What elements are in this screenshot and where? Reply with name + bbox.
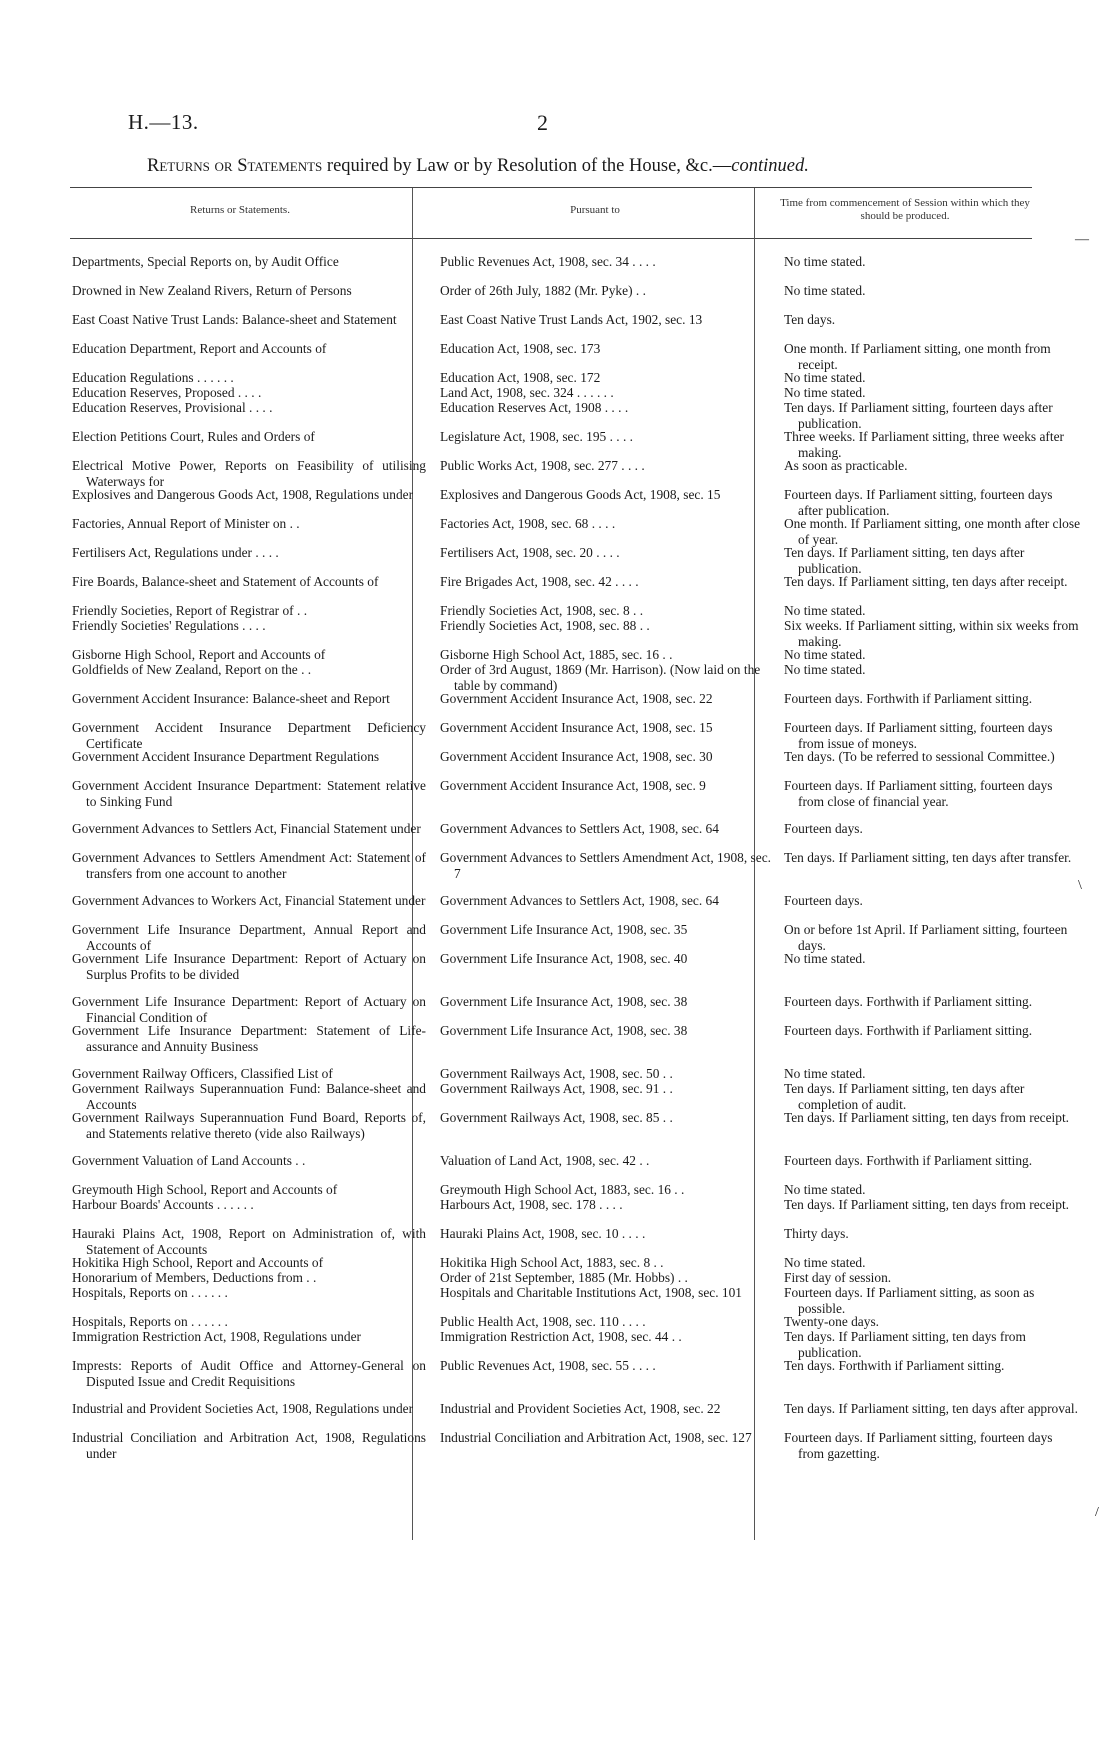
time-cell: No time stated.: [784, 385, 866, 400]
time-cell: Ten days. (To be referred to sessional Committee.): [784, 749, 1055, 764]
page-title: [147, 156, 967, 177]
time-cell: Thirty days.: [784, 1226, 849, 1241]
pursuant-cell: Government Life Insurance Act, 1908, sec. 38: [440, 1023, 688, 1038]
pursuant-cell: Gisborne High School Act, 1885, sec. 16 . .: [440, 647, 673, 662]
returns-cell: Imprests: Reports of Audit Office and Attorney-General on Disputed Issue and Credit Requisitions: [72, 1358, 426, 1389]
table-row: [72, 821, 1080, 837]
returns-cell: Goldfields of New Zealand, Report on the . .: [72, 662, 312, 677]
returns-cell: Government Railways Superannuation Fund Board, Reports of, and Statements relative thereto (vide also Railways): [72, 1110, 426, 1141]
returns-cell: Explosives and Dangerous Goods Act, 1908, Regulations under: [72, 487, 414, 502]
time-cell: Fourteen days. If Parliament sitting, fourteen days from close of financial year.: [784, 778, 1053, 809]
returns-cell: Education Regulations . . . . . .: [72, 370, 234, 385]
time-cell: Ten days.: [784, 312, 836, 327]
returns-cell: Government Accident Insurance Department Regulations: [72, 749, 380, 764]
time-cell: Fourteen days. Forthwith if Parliament sitting.: [784, 1023, 1033, 1038]
table-row: [72, 720, 1080, 751]
returns-cell: Government Railway Officers, Classified List of: [72, 1066, 333, 1081]
pursuant-cell: Fertilisers Act, 1908, sec. 20 . . . .: [440, 545, 620, 560]
pursuant-cell: Government Railways Act, 1908, sec. 50 . .: [440, 1066, 673, 1081]
table-row: [72, 400, 1080, 431]
returns-cell: Immigration Restriction Act, 1908, Regulations under: [72, 1329, 361, 1344]
table-row: [72, 1023, 1080, 1054]
returns-cell: Hospitals, Reports on . . . . . .: [72, 1285, 228, 1300]
returns-cell: Government Life Insurance Department: Statement of Life-assurance and Annuity Business: [72, 1023, 426, 1054]
pursuant-cell: Immigration Restriction Act, 1908, sec. 44 . .: [440, 1329, 682, 1344]
title-part-2: required by Law or by Resolution of the House, &c.—: [322, 156, 732, 176]
table-row: [72, 603, 1080, 619]
pursuant-cell: Government Life Insurance Act, 1908, sec. 40: [440, 951, 688, 966]
returns-cell: Government Valuation of Land Accounts . .: [72, 1153, 306, 1168]
returns-cell: Education Reserves, Provisional . . . .: [72, 400, 273, 415]
pursuant-cell: Government Accident Insurance Act, 1908, sec. 15: [440, 720, 713, 735]
pursuant-cell: Education Act, 1908, sec. 172: [440, 370, 601, 385]
pursuant-cell: Government Life Insurance Act, 1908, sec. 35: [440, 922, 688, 937]
pursuant-cell: Harbours Act, 1908, sec. 178 . . . .: [440, 1197, 623, 1212]
table-row: [72, 370, 1080, 386]
table-row: [72, 922, 1080, 953]
margin-mark: \: [1078, 878, 1082, 893]
table-row: [72, 283, 1080, 299]
time-cell: No time stated.: [784, 662, 866, 677]
pursuant-cell: Hauraki Plains Act, 1908, sec. 10 . . . .: [440, 1226, 646, 1241]
returns-cell: Gisborne High School, Report and Accounts of: [72, 647, 326, 662]
column-header-returns: Returns or Statements.: [190, 204, 290, 216]
table-row: [72, 951, 1080, 982]
time-cell: Ten days. If Parliament sitting, ten days after approval.: [784, 1401, 1078, 1416]
table-row: [72, 662, 1080, 693]
returns-cell: Drowned in New Zealand Rivers, Return of Persons: [72, 283, 352, 298]
time-cell: One month. If Parliament sitting, one month after close of year.: [784, 516, 1081, 547]
pursuant-cell: Public Revenues Act, 1908, sec. 34 . . . .: [440, 254, 656, 269]
time-cell: Fourteen days.: [784, 893, 863, 908]
table-row: [72, 312, 1080, 328]
time-cell: No time stated.: [784, 370, 866, 385]
column-header-pursuant: Pursuant to: [570, 204, 620, 216]
time-cell: Fourteen days. Forthwith if Parliament sitting.: [784, 994, 1033, 1009]
pursuant-cell: Order of 3rd August, 1869 (Mr. Harrison). (Now laid on the table by command): [440, 662, 761, 693]
table-row: [72, 1358, 1080, 1389]
returns-cell: Education Reserves, Proposed . . . .: [72, 385, 262, 400]
pursuant-cell: Government Life Insurance Act, 1908, sec. 38: [440, 994, 688, 1009]
time-cell: No time stated.: [784, 254, 866, 269]
returns-cell: Government Advances to Workers Act, Financial Statement under: [72, 893, 426, 908]
time-cell: Ten days. If Parliament sitting, ten days from receipt.: [784, 1110, 1070, 1125]
pursuant-cell: Government Accident Insurance Act, 1908, sec. 30: [440, 749, 713, 764]
table-row: [72, 1197, 1080, 1213]
time-cell: No time stated.: [784, 283, 866, 298]
time-cell: Fourteen days. If Parliament sitting, as soon as possible.: [784, 1285, 1035, 1316]
time-cell: Three weeks. If Parliament sitting, three weeks after making.: [784, 429, 1064, 460]
table-row: [72, 341, 1080, 372]
returns-cell: Departments, Special Reports on, by Audit Office: [72, 254, 339, 269]
pursuant-cell: Fire Brigades Act, 1908, sec. 42 . . . .: [440, 574, 639, 589]
table-row: [72, 647, 1080, 663]
time-cell: No time stated.: [784, 1182, 866, 1197]
returns-cell: Factories, Annual Report of Minister on . .: [72, 516, 300, 531]
margin-mark: —: [1075, 232, 1089, 247]
table-row: [72, 574, 1080, 590]
table-row: [72, 1081, 1080, 1112]
time-cell: Ten days. If Parliament sitting, ten days from receipt.: [784, 1197, 1070, 1212]
time-cell: First day of session.: [784, 1270, 892, 1285]
table-row: [72, 545, 1080, 576]
returns-cell: Hospitals, Reports on . . . . . .: [72, 1314, 228, 1329]
returns-cell: Government Life Insurance Department: Report of Actuary on Financial Condition of: [72, 994, 426, 1025]
time-cell: Ten days. If Parliament sitting, ten days from publication.: [784, 1329, 1026, 1360]
time-cell: Fourteen days. Forthwith if Parliament sitting.: [784, 691, 1033, 706]
pursuant-cell: Factories Act, 1908, sec. 68 . . . .: [440, 516, 616, 531]
returns-cell: Harbour Boards' Accounts . . . . . .: [72, 1197, 254, 1212]
time-cell: No time stated.: [784, 647, 866, 662]
time-cell: Fourteen days. If Parliament sitting, fourteen days from issue of moneys.: [784, 720, 1053, 751]
time-cell: Fourteen days.: [784, 821, 863, 836]
pursuant-cell: Explosives and Dangerous Goods Act, 1908, sec. 15: [440, 487, 721, 502]
pursuant-cell: Industrial and Provident Societies Act, 1908, sec. 22: [440, 1401, 721, 1416]
header-top-rule: [70, 187, 1032, 188]
table-row: [72, 1285, 1080, 1316]
returns-cell: Honorarium of Members, Deductions from . .: [72, 1270, 317, 1285]
table-row: [72, 778, 1080, 809]
returns-cell: East Coast Native Trust Lands: Balance-sheet and Statement: [72, 312, 397, 327]
returns-cell: Government Accident Insurance Department: Statement relative to Sinking Fund: [72, 778, 426, 809]
time-cell: Fourteen days. If Parliament sitting, fourteen days after publication.: [784, 487, 1053, 518]
table-row: [72, 458, 1080, 489]
margin-mark: /: [1095, 1505, 1099, 1520]
table-row: [72, 487, 1080, 518]
table-row: [72, 618, 1080, 649]
returns-cell: Industrial Conciliation and Arbitration Act, 1908, Regulations under: [72, 1430, 426, 1461]
table-row: [72, 1226, 1080, 1257]
pursuant-cell: East Coast Native Trust Lands Act, 1902, sec. 13: [440, 312, 703, 327]
time-cell: No time stated.: [784, 603, 866, 618]
table-row: [72, 893, 1080, 909]
pursuant-cell: Education Act, 1908, sec. 173: [440, 341, 601, 356]
pursuant-cell: Valuation of Land Act, 1908, sec. 42 . .: [440, 1153, 650, 1168]
table-row: [72, 994, 1080, 1025]
document-id: H.—13.: [128, 110, 199, 134]
time-cell: Ten days. Forthwith if Parliament sitting.: [784, 1358, 1005, 1373]
time-cell: No time stated.: [784, 951, 866, 966]
pursuant-cell: Government Advances to Settlers Amendment Act, 1908, sec. 7: [440, 850, 771, 881]
time-cell: Fourteen days. Forthwith if Parliament sitting.: [784, 1153, 1033, 1168]
table-row: [72, 1270, 1080, 1286]
returns-cell: Industrial and Provident Societies Act, 1908, Regulations under: [72, 1401, 414, 1416]
page-number: 2: [537, 110, 548, 135]
pursuant-cell: Industrial Conciliation and Arbitration Act, 1908, sec. 127: [440, 1430, 752, 1445]
returns-cell: Education Department, Report and Accounts of: [72, 341, 327, 356]
column-header-time: Time from commencement of Session within which they should be produced.: [780, 197, 1030, 222]
returns-cell: Government Accident Insurance: Balance-sheet and Report: [72, 691, 390, 706]
time-cell: Six weeks. If Parliament sitting, within six weeks from making.: [784, 618, 1079, 649]
returns-cell: Fertilisers Act, Regulations under . . . .: [72, 545, 279, 560]
title-part-3: continued.: [731, 156, 809, 176]
pursuant-cell: Government Railways Act, 1908, sec. 91 . .: [440, 1081, 673, 1096]
time-cell: No time stated.: [784, 1255, 866, 1270]
time-cell: Ten days. If Parliament sitting, ten days after receipt.: [784, 574, 1068, 589]
pursuant-cell: Order of 21st September, 1885 (Mr. Hobbs) . .: [440, 1270, 688, 1285]
table-row: [72, 1182, 1080, 1198]
pursuant-cell: Hospitals and Charitable Institutions Act, 1908, sec. 101: [440, 1285, 742, 1300]
pursuant-cell: Friendly Societies Act, 1908, sec. 8 . .: [440, 603, 644, 618]
returns-cell: Government Life Insurance Department: Report of Actuary on Surplus Profits to be divided: [72, 951, 426, 982]
table-row: [72, 1066, 1080, 1082]
pursuant-cell: Government Railways Act, 1908, sec. 85 . .: [440, 1110, 673, 1125]
time-cell: No time stated.: [784, 1066, 866, 1081]
returns-cell: Friendly Societies, Report of Registrar of . .: [72, 603, 308, 618]
pursuant-cell: Education Reserves Act, 1908 . . . .: [440, 400, 629, 415]
pursuant-cell: Friendly Societies Act, 1908, sec. 88 . .: [440, 618, 650, 633]
time-cell: Twenty-one days.: [784, 1314, 880, 1329]
pursuant-cell: Greymouth High School Act, 1883, sec. 16 . .: [440, 1182, 685, 1197]
header-bottom-rule: [70, 238, 1032, 239]
time-cell: As soon as practicable.: [784, 458, 908, 473]
time-cell: On or before 1st April. If Parliament sitting, fourteen days.: [784, 922, 1068, 953]
table-row: [72, 516, 1080, 547]
pursuant-cell: Legislature Act, 1908, sec. 195 . . . .: [440, 429, 634, 444]
time-cell: Ten days. If Parliament sitting, ten days after transfer.: [784, 850, 1072, 865]
table-row: [72, 1401, 1080, 1417]
table-row: [72, 850, 1080, 881]
returns-cell: Friendly Societies' Regulations . . . .: [72, 618, 266, 633]
table-row: [72, 1153, 1080, 1169]
table-row: [72, 1329, 1080, 1360]
table-row: [72, 429, 1080, 460]
returns-cell: Greymouth High School, Report and Accounts of: [72, 1182, 338, 1197]
returns-cell: Government Advances to Settlers Act, Financial Statement under: [72, 821, 421, 836]
table-row: [72, 385, 1080, 401]
returns-cell: Fire Boards, Balance-sheet and Statement of Accounts of: [72, 574, 379, 589]
pursuant-cell: Government Advances to Settlers Act, 1908, sec. 64: [440, 821, 719, 836]
returns-cell: Hauraki Plains Act, 1908, Report on Administration of, with Statement of Accounts: [72, 1226, 426, 1257]
pursuant-cell: Government Accident Insurance Act, 1908, sec. 9: [440, 778, 706, 793]
pursuant-cell: Public Revenues Act, 1908, sec. 55 . . . .: [440, 1358, 656, 1373]
returns-cell: Hokitika High School, Report and Accounts of: [72, 1255, 324, 1270]
pursuant-cell: Government Accident Insurance Act, 1908, sec. 22: [440, 691, 713, 706]
time-cell: Fourteen days. If Parliament sitting, fourteen days from gazetting.: [784, 1430, 1053, 1461]
pursuant-cell: Public Works Act, 1908, sec. 277 . . . .: [440, 458, 645, 473]
pursuant-cell: Hokitika High School Act, 1883, sec. 8 . .: [440, 1255, 664, 1270]
title-part-1: Returns or Statements: [147, 156, 323, 176]
time-cell: Ten days. If Parliament sitting, ten days after completion of audit.: [784, 1081, 1025, 1112]
pursuant-cell: Order of 26th July, 1882 (Mr. Pyke) . .: [440, 283, 646, 298]
pursuant-cell: Land Act, 1908, sec. 324 . . . . . .: [440, 385, 614, 400]
table-row: [72, 1430, 1080, 1461]
table-row: [72, 1110, 1080, 1141]
table-row: [72, 254, 1080, 270]
returns-cell: Election Petitions Court, Rules and Orders of: [72, 429, 315, 444]
pursuant-cell: Government Advances to Settlers Act, 1908, sec. 64: [440, 893, 719, 908]
time-cell: Ten days. If Parliament sitting, fourteen days after publication.: [784, 400, 1053, 431]
table-row: [72, 1255, 1080, 1271]
returns-cell: Government Life Insurance Department, Annual Report and Accounts of: [72, 922, 426, 953]
returns-cell: Government Railways Superannuation Fund: Balance-sheet and Accounts: [72, 1081, 426, 1112]
table-row: [72, 1314, 1080, 1330]
pursuant-cell: Public Health Act, 1908, sec. 110 . . . .: [440, 1314, 646, 1329]
table-row: [72, 691, 1080, 707]
time-cell: Ten days. If Parliament sitting, ten days after publication.: [784, 545, 1025, 576]
returns-cell: Government Advances to Settlers Amendment Act: Statement of transfers from one account to another: [72, 850, 426, 881]
time-cell: One month. If Parliament sitting, one month from receipt.: [784, 341, 1051, 372]
returns-cell: Electrical Motive Power, Reports on Feasibility of utilising Waterways for: [72, 458, 426, 489]
table-row: [72, 749, 1080, 765]
returns-cell: Government Accident Insurance Department Deficiency Certificate: [72, 720, 426, 751]
